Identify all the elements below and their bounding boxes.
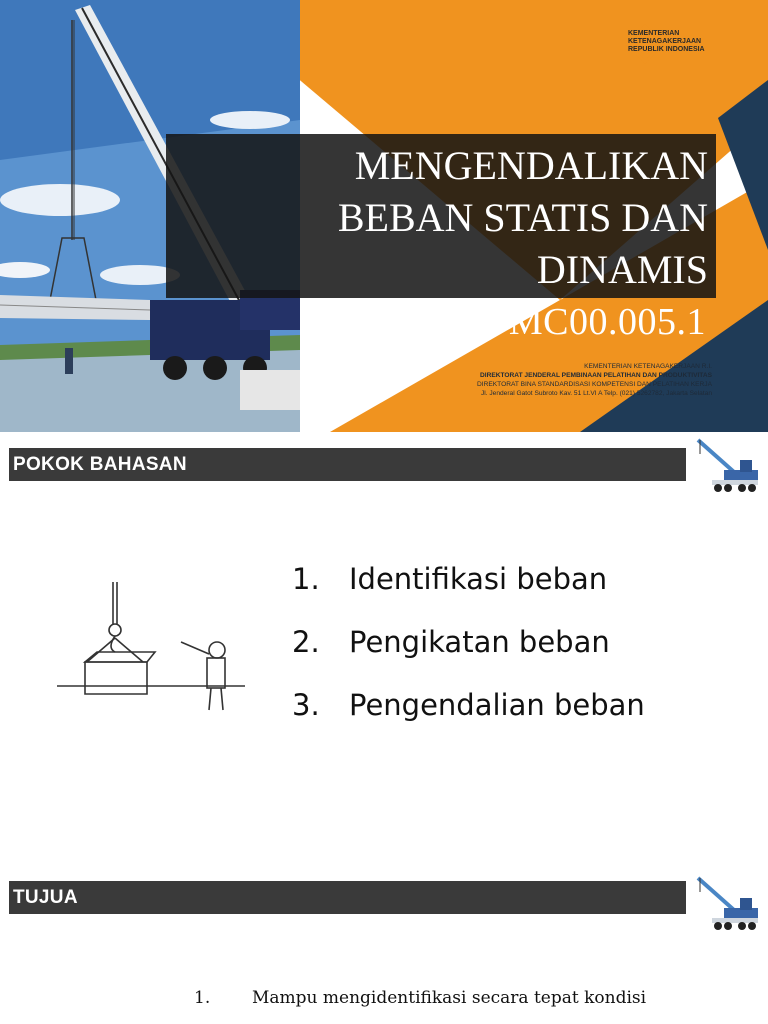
info-line-1: KEMENTERIAN KETENAGAKERJAAN R.I. bbox=[584, 363, 712, 370]
tujua-title: TUJUA bbox=[13, 887, 78, 908]
topic-number: 1. bbox=[292, 562, 320, 596]
topic-list bbox=[292, 562, 645, 751]
pokok-bahasan-slide bbox=[0, 432, 768, 864]
info-line-3: DIREKTORAT BINA STANDARDISASI KOMPETENSI DAN PELATIHAN KERJA bbox=[477, 381, 712, 388]
topic-item-3 bbox=[292, 688, 645, 751]
topic-number: 3. bbox=[292, 688, 320, 722]
goal-item-1 bbox=[194, 988, 646, 1008]
tujua-header-bar bbox=[9, 881, 686, 914]
ministry-info bbox=[477, 362, 712, 398]
unit-code: M.43OMC00.005.1 bbox=[397, 301, 706, 343]
cover-title-line-2: BEBAN STATIS DAN bbox=[337, 195, 708, 240]
cover-title-line-1: MENGENDALIKAN bbox=[354, 143, 708, 188]
logo-text bbox=[628, 30, 705, 54]
topic-item-2 bbox=[292, 625, 645, 688]
mobile-crane-icon bbox=[694, 870, 762, 934]
topic-text: Identifikasi beban bbox=[349, 562, 608, 596]
goal-text: Mampu mengidentifikasi secara tepat kondisi bbox=[252, 988, 647, 1008]
logo-line-3: REPUBLIK INDONESIA bbox=[628, 46, 705, 53]
logo-line-1: KEMENTERIAN bbox=[628, 30, 680, 37]
topic-item-1 bbox=[292, 562, 645, 625]
cover-slide bbox=[0, 0, 768, 432]
cover-title bbox=[188, 140, 708, 296]
tujua-slide bbox=[0, 864, 768, 1024]
topic-text: Pengendalian beban bbox=[349, 688, 645, 722]
logo-line-2: KETENAGAKERJAAN bbox=[628, 38, 702, 45]
cover-title-line-3: DINAMIS bbox=[536, 247, 708, 292]
pokok-bahasan-header-bar bbox=[9, 448, 686, 481]
info-line-2: DIREKTORAT JENDERAL PEMBINAAN PELATIHAN DAN PRODUKTIVITAS bbox=[479, 372, 712, 379]
topic-text: Pengikatan beban bbox=[349, 625, 610, 659]
pokok-bahasan-title: POKOK BAHASAN bbox=[13, 454, 187, 475]
hook-load-signalman-icon bbox=[55, 580, 245, 722]
goal-number: 1. bbox=[194, 988, 211, 1008]
mobile-crane-icon bbox=[694, 432, 762, 496]
info-line-4: Jl. Jenderal Gatot Subroto Kav. 51 Lt.VI A Telp. (021) 5262782, Jakarta Selatan bbox=[480, 390, 712, 397]
topic-number: 2. bbox=[292, 625, 320, 659]
